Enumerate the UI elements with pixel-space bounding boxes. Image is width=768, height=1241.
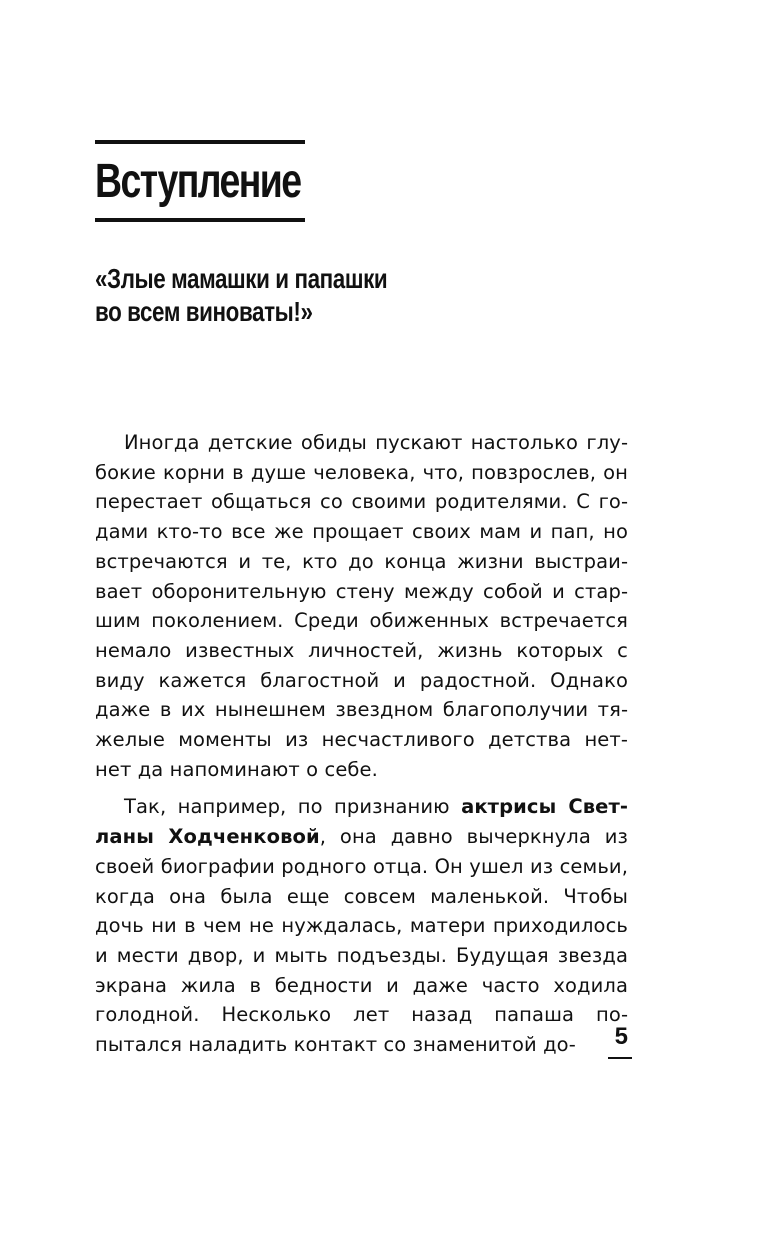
- body-text: [95, 428, 628, 1068]
- paragraph-1: Иногда детские обиды пускают настолько глубокие корни в душе человека, что, повзрослев, он перестает общаться со своими родителями. С годами кто-то все же прощает своих мам и пап, но встречаются и те, кто до конца жизни выстраивает оборонительную стену между собой и старшим поколением. Среди обиженных встречается немало известных личностей, жизнь которых с виду кажется благостной и радостной. Однако даже в их нынешнем звездном благополучии тяжелые моменты из несчастливого детства нет-нет да напоминают о себе.: [95, 431, 628, 781]
- paragraph-2-start: Так, например, по признанию: [124, 795, 462, 819]
- subtitle-line-1: «Злые мамашки и папашки: [95, 263, 388, 294]
- page-number: 5: [614, 1023, 628, 1050]
- chapter-title-text: Вступление: [95, 155, 301, 208]
- paragraph-2: [95, 792, 628, 1059]
- page-number-rule: [608, 1057, 632, 1059]
- subtitle-line-2: во всем виноваты!»: [95, 296, 313, 327]
- title-top-rule: [95, 140, 305, 144]
- section-subtitle: [95, 262, 535, 328]
- paragraph-2-bold-name: актрисы Светланы Ходченковой: [95, 795, 628, 849]
- paragraph-2-end: , она давно вычеркнула из своей биографии родного отца. Он ушел из семьи, когда она была еще совсем маленькой. Чтобы дочь ни в чем не нуждалась, матери приходилось и мести двор, и мыть подъезды. Будущая звезда экрана жила в бедности и даже часто ходила голодной. Несколько лет назад папаша попытался наладить контакт со знаменитой до-: [95, 825, 628, 1057]
- title-bottom-rule: [95, 218, 305, 222]
- chapter-title: [95, 150, 335, 214]
